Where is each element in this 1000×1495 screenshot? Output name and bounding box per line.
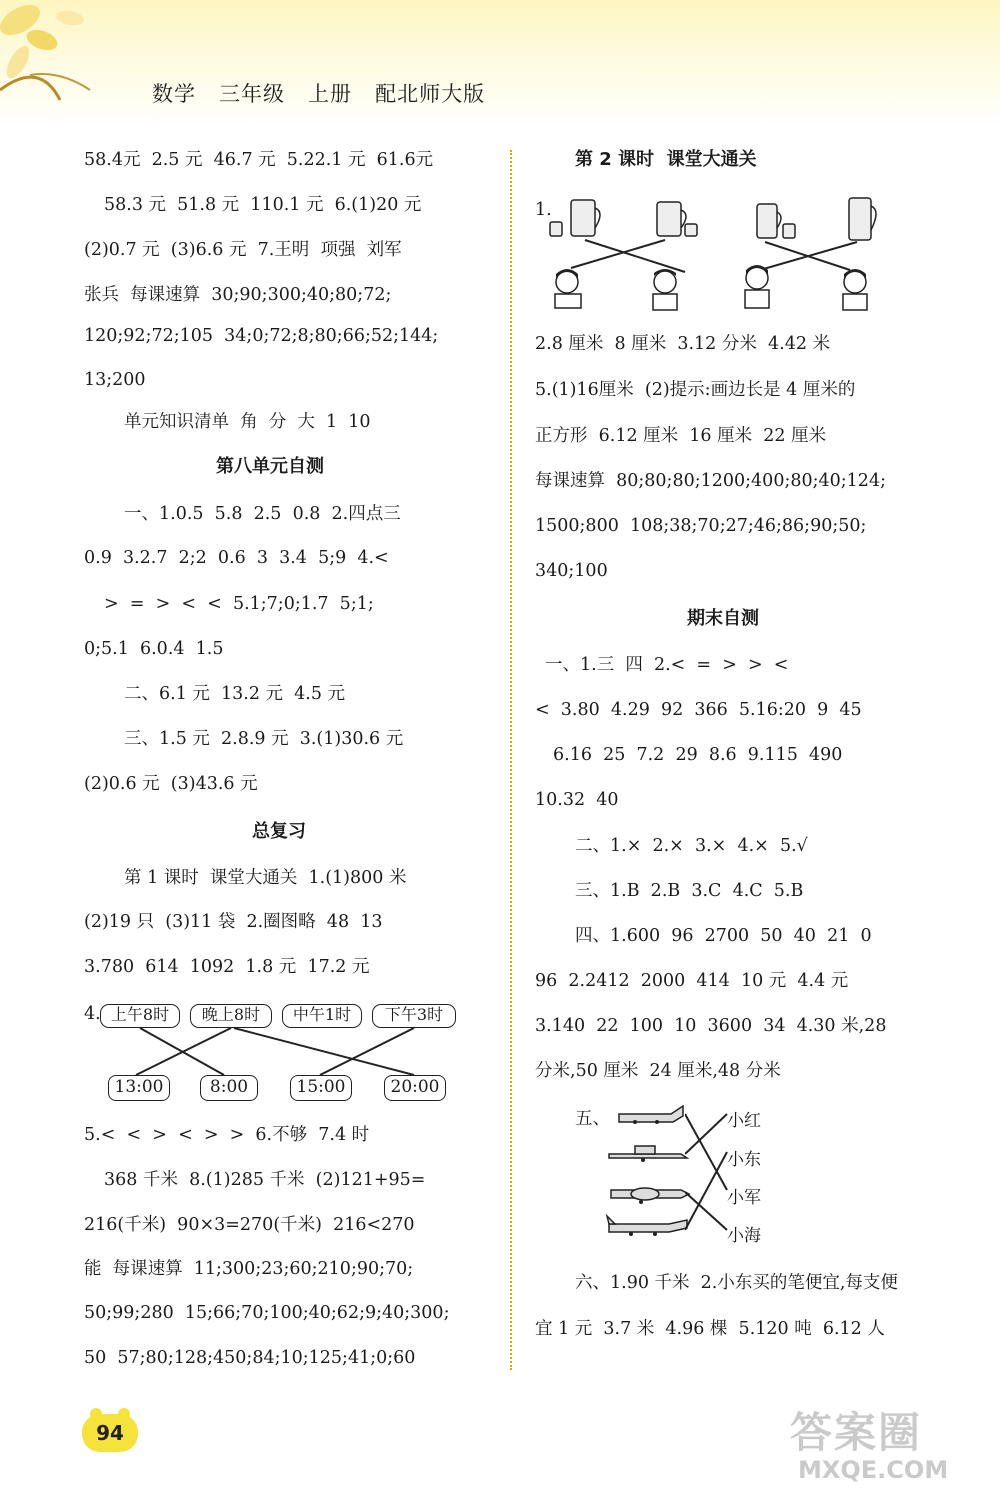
answer-line: 分米,50 厘米 24 厘米,48 分米 — [535, 1061, 781, 1081]
time-box-top: 上午8时 — [100, 1004, 180, 1028]
page-number: 94 — [82, 1414, 138, 1452]
answer-line: 正方形 6.12 厘米 16 厘米 22 厘米 — [535, 426, 827, 446]
answer-line: 120;92;72;105 34;0;72;8;80;66;52;144; — [84, 326, 439, 346]
answer-line: 0.9 3.2.7 2;2 0.6 3 3.4 5;9 4.< — [84, 548, 389, 568]
answer-line: 0;5.1 6.0.4 1.5 — [84, 639, 224, 659]
answer-line: 二、1.× 2.× 3.× 4.× 5.√ — [575, 836, 808, 856]
answer-line: 50;99;280 15;66;70;100;40;62;9;40;300; — [84, 1303, 450, 1323]
answer-line: 一、1.三 四 2.< = > > < — [545, 655, 789, 675]
page-header-title: 数学 三年级 上册 配北师大版 — [152, 82, 486, 106]
header-banner — [0, 0, 1000, 130]
answer-line: 3.780 614 1092 1.8 元 17.2 元 — [84, 957, 370, 977]
watermark-logo: 答案圈 — [790, 1408, 923, 1457]
column-divider — [510, 150, 512, 1370]
watermark — [790, 1400, 990, 1490]
answer-line: 每课速算 80;80;80;1200;400;80;40;124; — [535, 471, 886, 491]
flower-decoration — [0, 0, 140, 130]
time-box-bottom: 15:00 — [290, 1075, 352, 1101]
time-box-bottom: 8:00 — [200, 1075, 258, 1101]
answer-line: 13;200 — [84, 370, 146, 390]
answer-line: (2)19 只 (3)11 袋 2.圈图略 48 13 — [84, 912, 383, 932]
time-box-top: 下午3时 — [372, 1004, 456, 1028]
kettle-matching-figure — [545, 190, 905, 315]
answer-line: 张兵 每课速算 30;90;300;40;80;72; — [84, 285, 392, 305]
name-label: 小红 — [727, 1111, 761, 1131]
answer-line: 96 2.2412 2000 414 10 元 4.4 元 — [535, 971, 849, 991]
matching-lines — [84, 1028, 494, 1078]
answer-line: 340;100 — [535, 561, 608, 581]
answer-line: 三、1.B 2.B 3.C 4.C 5.B — [575, 881, 804, 901]
lesson2-title: 第 2 课时 课堂大通关 — [575, 149, 757, 170]
time-box-top: 晚上8时 — [190, 1004, 272, 1028]
final-test-title: 期末自测 — [687, 608, 759, 629]
name-label: 小海 — [727, 1226, 761, 1246]
answer-line: > = > < < 5.1;7;0;1.7 5;1; — [104, 594, 374, 614]
answer-line: (2)0.7 元 (3)6.6 元 7.王明 项强 刘军 — [84, 240, 402, 260]
q5-label: 五、 — [575, 1109, 610, 1129]
answer-line: 50 57;80;128;450;84;10;125;41;0;60 — [84, 1348, 416, 1368]
answer-line: 一、1.0.5 5.8 2.5 0.8 2.四点三 — [124, 504, 401, 524]
time-box-bottom: 13:00 — [108, 1075, 170, 1101]
name-label: 小东 — [727, 1150, 761, 1170]
answer-line: 四、1.600 96 2700 50 40 21 0 — [575, 926, 872, 946]
q4-label: 4. — [84, 1004, 101, 1024]
unit8-title: 第八单元自测 — [216, 456, 324, 477]
answer-line: 二、6.1 元 13.2 元 4.5 元 — [124, 684, 346, 704]
review-title: 总复习 — [252, 821, 306, 842]
answer-line: 10.32 40 — [535, 790, 619, 810]
answer-line: 宜 1 元 3.7 米 4.96 棵 5.120 吨 6.12 人 — [535, 1319, 885, 1339]
time-box-top: 中午1时 — [282, 1004, 362, 1028]
answer-line: 368 千米 8.(1)285 千米 (2)121+95= — [104, 1170, 426, 1190]
answer-line: (2)0.6 元 (3)43.6 元 — [84, 774, 258, 794]
answer-line: 能 每课速算 11;300;23;60;210;90;70; — [84, 1259, 414, 1279]
answer-line: 2.8 厘米 8 厘米 3.12 分米 4.42 米 — [535, 334, 831, 354]
answer-line: 58.3 元 51.8 元 110.1 元 6.(1)20 元 — [104, 195, 422, 215]
q1-label: 1. — [535, 200, 552, 220]
answer-line: 5.< < > < > > 6.不够 7.4 时 — [84, 1125, 370, 1145]
answer-line: 三、1.5 元 2.8.9 元 3.(1)30.6 元 — [124, 729, 404, 749]
answer-line: < 3.80 4.29 92 366 5.16:20 9 45 — [535, 700, 862, 720]
time-box-bottom: 20:00 — [384, 1075, 446, 1101]
answer-line: 6.16 25 7.2 29 8.6 9.115 490 — [553, 745, 843, 765]
answer-line: 第 1 课时 课堂大通关 1.(1)800 米 — [124, 868, 407, 888]
answer-line: 58.4元 2.5 元 46.7 元 5.22.1 元 61.6元 — [84, 150, 434, 170]
watermark-site: MXQE.COM — [798, 1456, 949, 1484]
unit-summary-line: 单元知识清单 角 分 大 1 10 — [124, 412, 371, 432]
answer-line: 3.140 22 100 10 3600 34 4.30 米,28 — [535, 1016, 887, 1036]
answer-line: 216(千米) 90×3=270(千米) 216<270 — [84, 1215, 415, 1235]
answer-line: 六、1.90 千米 2.小东买的笔便宜,每支便 — [575, 1273, 898, 1293]
name-label: 小军 — [727, 1188, 761, 1208]
answer-line: 1500;800 108;38;70;27;46;86;90;50; — [535, 516, 867, 536]
answer-line: 5.(1)16厘米 (2)提示:画边长是 4 厘米的 — [535, 380, 856, 400]
